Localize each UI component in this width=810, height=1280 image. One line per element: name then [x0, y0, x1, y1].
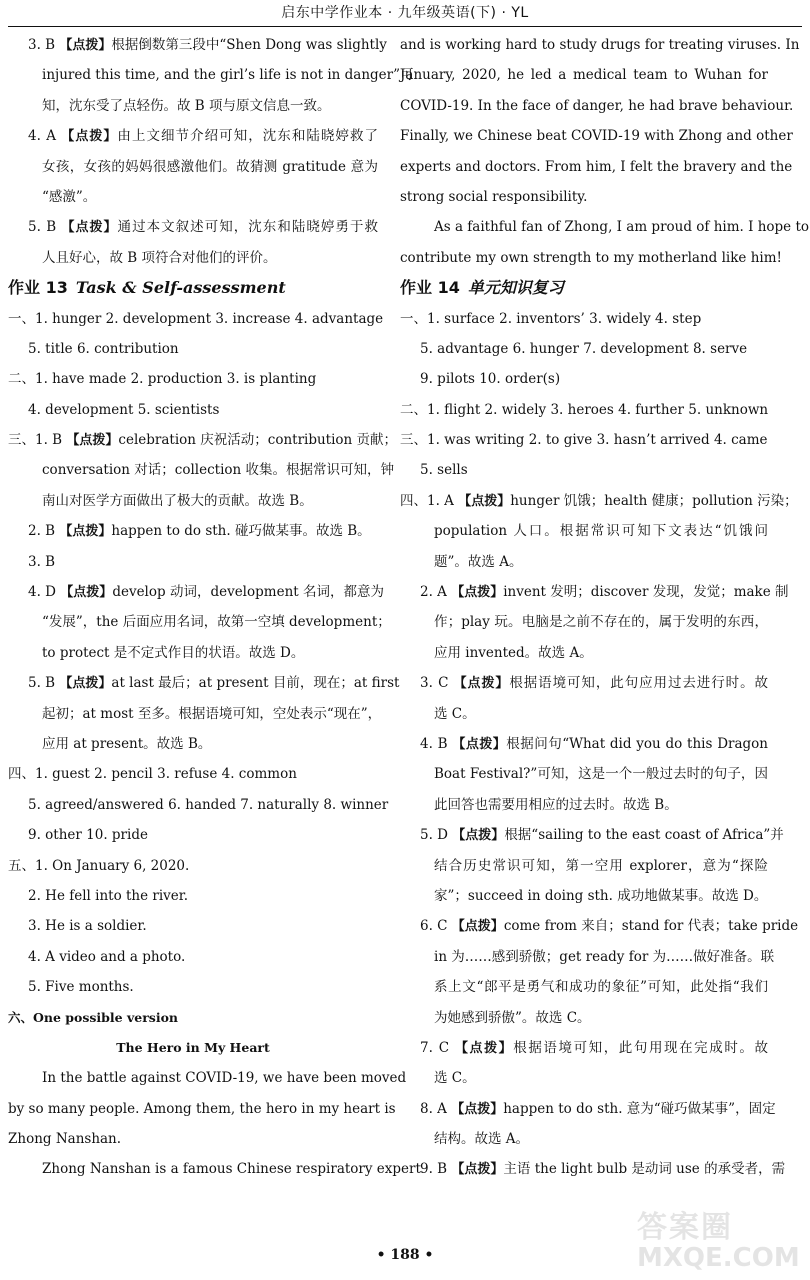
text-line	[400, 364, 768, 394]
text-line	[8, 273, 378, 303]
line-text: 根据“sailing to the east coast of Africa”并	[504, 827, 784, 844]
line-text: 应用 invented。故选 A。	[434, 644, 593, 661]
line-text: 二、1. flight 2. widely 3. heroes 4. further 5. unknown	[400, 401, 769, 418]
header-divider	[8, 26, 802, 27]
line-text: 起初；at most 至多。根据语境可知，空处表示“现在”，	[42, 705, 382, 722]
item-number: 四、1. A	[400, 492, 459, 509]
line-text: COVID-19. In the face of danger, he had brave behaviour.	[400, 97, 794, 114]
text-line	[400, 425, 768, 455]
text-line	[8, 668, 400, 698]
line-text: 南山对医学方面做出了极大的贡献。故选 B。	[42, 492, 313, 509]
text-line	[8, 881, 378, 911]
text-line	[8, 759, 378, 789]
line-text: 根据语境可知，此句用现在完成时。故	[513, 1039, 768, 1056]
hint-tag: 【点拨】	[59, 38, 112, 53]
left-column	[8, 30, 421, 1185]
line-text: to protect 是不定式作目的状语。故选 D。	[42, 644, 305, 661]
text-line	[400, 911, 799, 941]
text-line	[8, 820, 378, 850]
line-text: by so many people. Among them, the hero in my heart is	[8, 1100, 396, 1117]
hint-tag: 【点拨】	[66, 433, 119, 449]
text-line	[400, 1154, 786, 1184]
item-number: 5. D	[420, 827, 453, 844]
text-line	[8, 212, 378, 242]
section-title: 单元知识复习	[467, 278, 564, 298]
line-text: Boat Festival?”可知，这是一个一般过去时的句子，因	[434, 766, 768, 783]
text-line	[8, 364, 378, 394]
text-line	[8, 91, 378, 121]
text-line	[400, 577, 789, 607]
line-text: 二、1. have made 2. production 3. is planting	[8, 371, 317, 388]
text-line	[8, 1003, 378, 1033]
page-number: • 188 •	[376, 1247, 434, 1263]
line-text: 3. B	[28, 553, 56, 570]
line-text: conversation 对话；collection 收集。根据常识可知，钟	[42, 462, 395, 479]
line-text: 主语 the light bulb 是动词 use 的承受者，需	[503, 1161, 786, 1178]
line-text: 为她感到骄傲”。故选 C。	[434, 1009, 591, 1026]
line-text: 家”；succeed in doing sth. 成功地做某事。故选 D。	[434, 887, 768, 904]
text-line	[8, 243, 378, 273]
text-line	[400, 121, 793, 151]
text-line	[8, 304, 384, 334]
text-line	[8, 1063, 407, 1093]
line-text: 三、1. was writing 2. to give 3. hasn’t arrived 4. came	[400, 432, 768, 449]
line-text: 9. pilots 10. order(s)	[420, 371, 561, 388]
text-line	[400, 1003, 768, 1033]
line-text: strong social responsibility.	[400, 188, 588, 205]
hint-tag: 【点拨】	[451, 919, 504, 935]
text-line	[8, 425, 398, 455]
line-text: 应用 at present。故选 B。	[42, 735, 212, 752]
line-text: 3. He is a soldier.	[28, 918, 147, 935]
line-text: 四、1. guest 2. pencil 3. refuse 4. common	[8, 766, 297, 783]
hint-tag: 【点拨】	[453, 676, 510, 692]
line-text: “感激”。	[42, 188, 97, 205]
text-line	[8, 729, 378, 759]
text-line	[400, 91, 794, 121]
line-text: 此回答也需要用相应的过去时。故选 B。	[434, 796, 678, 813]
line-text: happen to do sth. 意为“碰巧做某事”，固定	[503, 1100, 776, 1117]
line-text: 5. agreed/answered 6. handed 7. naturally 8. winner	[28, 796, 389, 813]
line-text: As a faithful fan of Zhong, I am proud of him. I hope to	[434, 219, 810, 236]
line-text: In the battle against COVID-19, we have been moved	[42, 1070, 407, 1087]
hint-tag: 【点拨】	[452, 828, 505, 844]
item-number: 4. B	[420, 735, 453, 752]
item-number: 7. C	[420, 1039, 455, 1056]
text-line	[8, 942, 378, 972]
line-text: 2. He fell into the river.	[28, 887, 189, 904]
item-number: 5. B	[28, 675, 60, 692]
line-text: 选 C。	[434, 705, 476, 722]
hint-tag: 【点拨】	[451, 1101, 504, 1117]
text-line	[400, 790, 768, 820]
line-text: 系上文“郎平是勇气和成功的象征”可知，此处指“我们	[434, 979, 768, 996]
text-line	[400, 516, 768, 546]
line-text: 一、1. surface 2. inventors’ 3. widely 4. step	[400, 310, 702, 327]
line-text: develop 动词，development 名词，都意为	[112, 584, 384, 601]
text-line	[400, 486, 798, 516]
line-text: 4. A video and a photo.	[28, 948, 186, 965]
text-line	[8, 851, 378, 881]
item-number: 9. B	[420, 1161, 452, 1178]
line-text: 一、1. hunger 2. development 3. increase 4. advantage	[8, 310, 384, 327]
section-number: 作业 14	[400, 278, 460, 298]
line-text: 5. title 6. contribution	[28, 340, 179, 357]
line-text: 结合历史常识可知，第一空用 explorer，意为“探险	[434, 857, 768, 874]
line-text: 由上文细节介绍可知，沈东和陆晓婷救了	[117, 128, 378, 145]
hint-tag: 【点拨】	[59, 524, 112, 540]
text-line	[400, 699, 768, 729]
item-number: 三、1. B	[8, 432, 67, 449]
text-line	[8, 699, 382, 729]
line-text: invent 发明；discover 发现，发觉；make 制	[503, 584, 789, 601]
line-text: 六、One possible version	[8, 1009, 178, 1025]
text-line	[8, 486, 378, 516]
line-text: happen to do sth. 碰巧做某事。故选 B。	[111, 523, 371, 540]
line-text: 女孩，女孩的妈妈很感激他们。故猜测 gratitude 意为	[42, 158, 378, 175]
line-text: 根据倒数第三段中“Shen Dong was slightly	[111, 37, 387, 53]
text-line	[400, 334, 768, 364]
text-line	[8, 60, 414, 90]
text-line	[400, 1124, 768, 1154]
line-text: 人且好心，故 B 项符合对他们的评价。	[42, 249, 277, 266]
text-line	[8, 1124, 378, 1154]
line-text: “发展”，the 后面应用名词，故第一空填 development；	[42, 614, 391, 631]
item-number: 2. B	[28, 523, 60, 540]
page-header: 启东中学作业本 · 九年级英语(下) · YL	[281, 5, 529, 21]
hint-tag: 【点拨】	[454, 1040, 514, 1056]
text-line	[8, 607, 391, 637]
text-line	[400, 1063, 768, 1093]
line-text: hunger 饥饿；health 健康；pollution 污染；	[510, 492, 798, 509]
line-text: experts and doctors. From him, I felt the bravery and the	[400, 158, 793, 175]
item-number: 8. A	[420, 1100, 452, 1117]
text-line	[8, 152, 378, 182]
item-number: 2. A	[420, 584, 452, 601]
item-number: 6. C	[420, 918, 452, 935]
text-line	[400, 607, 768, 637]
line-text: injured this time, and the girl’s life is not in danger”可	[42, 67, 414, 84]
text-line	[8, 972, 378, 1002]
hint-tag: 【点拨】	[59, 676, 112, 692]
hint-tag: 【点拨】	[452, 736, 507, 752]
text-line	[8, 1094, 396, 1124]
text-line	[400, 547, 768, 577]
text-line	[400, 972, 768, 1002]
text-line	[8, 577, 384, 607]
text-line	[8, 516, 378, 546]
text-line	[8, 30, 387, 60]
hint-tag: 【点拨】	[451, 585, 504, 601]
text-line	[400, 1094, 776, 1124]
line-text: 通过本文叙述可知，沈东和陆晓婷勇于救	[117, 219, 378, 236]
text-line	[400, 60, 768, 90]
text-line	[400, 212, 810, 242]
line-text: in 为……感到骄傲；get ready for 为……做好准备。联	[434, 948, 775, 965]
item-number: 4. D	[28, 584, 61, 601]
text-line	[8, 395, 378, 425]
line-text: contribute my own strength to my motherland like him!	[400, 249, 782, 266]
text-line	[8, 911, 378, 941]
text-line	[400, 638, 768, 668]
line-text: The Hero in My Heart	[116, 1039, 270, 1055]
text-line	[400, 668, 768, 698]
text-line	[400, 820, 784, 850]
line-text: 4. development 5. scientists	[28, 401, 220, 418]
line-text: 知，沈东受了点轻伤。故 B 项与原文信息一致。	[42, 97, 331, 114]
line-text: 5. advantage 6. hunger 7. development 8. serve	[420, 340, 748, 357]
line-text: 五、1. On January 6, 2020.	[8, 857, 190, 874]
hint-tag: 【点拨】	[61, 129, 118, 145]
line-text: population 人口。根据常识可知下文表达“饥饿问	[434, 523, 768, 540]
item-number: 3. B	[28, 37, 60, 53]
text-line	[400, 881, 768, 911]
hint-tag: 【点拨】	[60, 585, 113, 601]
text-line	[400, 759, 768, 789]
line-text: come from 来自；stand for 代表；take pride	[503, 918, 799, 935]
text-line	[8, 121, 378, 151]
watermark-logo	[637, 1212, 802, 1276]
item-number: 5. B	[28, 219, 62, 236]
line-text: 题”。故选 A。	[434, 553, 523, 570]
text-line	[8, 455, 395, 485]
text-line	[400, 851, 768, 881]
text-line	[8, 1033, 378, 1063]
line-text: celebration 庆祝活动；contribution 贡献；	[118, 432, 398, 449]
text-line	[400, 152, 793, 182]
line-text: 根据问句“What did you do this Dragon	[506, 735, 768, 752]
text-line	[400, 942, 775, 972]
section-number: 作业 13	[8, 278, 68, 298]
text-line	[400, 395, 768, 425]
watermark-site: MXQE.COM	[637, 1243, 800, 1273]
text-line	[8, 1154, 421, 1184]
hint-tag: 【点拨】	[61, 220, 118, 236]
text-line	[400, 273, 768, 303]
hint-tag: 【点拨】	[458, 493, 511, 509]
line-text: Finally, we Chinese beat COVID-19 with Zhong and other	[400, 128, 793, 145]
line-text: 选 C。	[434, 1070, 476, 1087]
line-text: January, 2020, he led a medical team to Wuhan for	[400, 67, 768, 84]
text-line	[8, 547, 378, 577]
hint-tag: 【点拨】	[451, 1162, 504, 1178]
item-number: 4. A	[28, 128, 62, 145]
text-line	[400, 243, 782, 273]
text-line	[400, 304, 768, 334]
section-title: Task & Self-assessment	[75, 278, 286, 298]
text-line	[400, 455, 768, 485]
text-line	[8, 182, 378, 212]
text-line	[400, 1033, 768, 1063]
text-line	[8, 638, 378, 668]
line-text: 结构。故选 A。	[434, 1131, 530, 1148]
line-text: 根据语境可知，此句应用过去进行时。故	[509, 675, 768, 692]
line-text: and is working hard to study drugs for treating viruses. In	[400, 37, 800, 53]
line-text: Zhong Nanshan is a famous Chinese respiratory expert	[42, 1161, 421, 1178]
line-text: 5. sells	[420, 462, 468, 479]
line-text: at last 最后；at present 目前，现在；at first	[111, 675, 400, 692]
line-text: 作；play 玩。电脑是之前不存在的，属于发明的东西，	[434, 614, 768, 631]
text-line	[400, 182, 768, 212]
watermark-glyphs: 答案圈	[637, 1210, 733, 1245]
line-text: 5. Five months.	[28, 979, 134, 996]
line-text: 9. other 10. pride	[28, 827, 148, 844]
right-column	[400, 30, 810, 1185]
item-number: 3. C	[420, 675, 454, 692]
line-text: Zhong Nanshan.	[8, 1131, 122, 1148]
text-line	[400, 30, 800, 60]
text-line	[8, 790, 389, 820]
text-line	[8, 334, 378, 364]
text-line	[400, 729, 768, 759]
